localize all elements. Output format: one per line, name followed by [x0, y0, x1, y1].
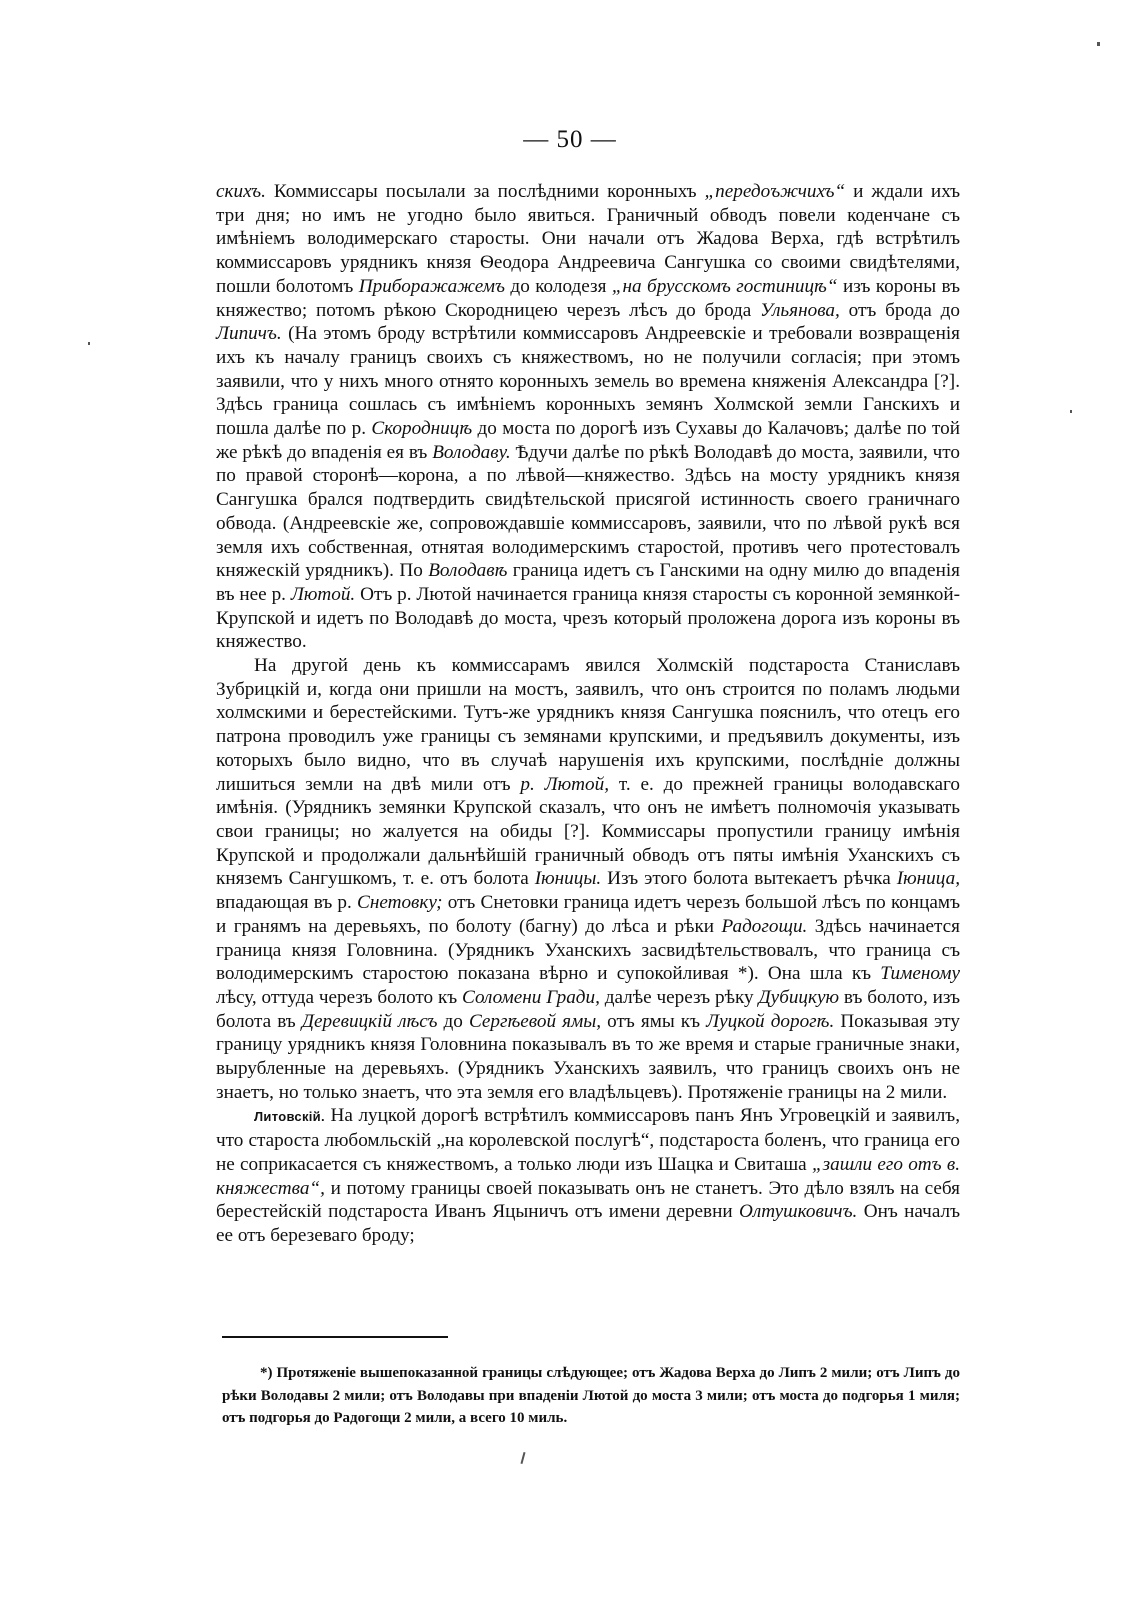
italic-segment: Сергѣевой ямы, — [468, 1010, 602, 1032]
italic-segment: Липичъ. — [216, 323, 282, 345]
text-segment: далѣе черезъ рѣку — [599, 986, 759, 1008]
body-text — [216, 180, 960, 1248]
text-segment: и ждали ихъ три дня; но имъ не угодно было явиться. Граничный обводъ повели коденчане съ имѣніемъ володимерскаго старосты. Они начали отъ Жадова Верха, гдѣ встрѣтилъ коммиссаровъ урядникъ князя Ѳеодора Андреевича Сангушка со своими свидѣтелями, пошли болотомъ — [216, 181, 960, 297]
text-segment: отъ ямы къ — [601, 1010, 707, 1032]
text-segment: до колодезя — [505, 275, 612, 297]
text-segment: На луцкой дорогѣ встрѣтилъ коммиссаровъ панъ Янъ Угровецкій и заявилъ, что староста любомльскій „на королевской послугѣ“, подстароста боленъ, что граница его не соприкасается съ княжествомъ, а только люди изъ Шацка и Свиташа — [216, 1105, 960, 1175]
italic-segment: Тименому — [880, 963, 960, 985]
italic-segment: Радогощи. — [721, 915, 808, 937]
italic-segment: р. Лютой, — [520, 773, 610, 795]
text-segment: лѣсу, оттуда черезъ болото къ — [216, 986, 463, 1008]
footnote: *) Протяженіе вышепоказанной границы слѣдующее; отъ Жадова Верха до Липъ 2 мили; отъ Липъ до рѣки Володавы 2 мили; отъ Володавы при впаденіи Лютой до моста 3 мили; отъ моста до подгорья 1 миля; отъ подгорья до Радогощи 2 мили, а всего 10 миль. — [222, 1365, 960, 1426]
italic-segment: Соломени Гради, — [462, 986, 600, 1008]
italic-segment: Іюницы. — [534, 868, 602, 890]
italic-segment: Лютой. — [290, 583, 356, 605]
text-segment: изъ короны въ княжество; потомъ рѣкою Скородницею черезъ лѣсъ до брода — [216, 275, 961, 321]
paragraph-1 — [216, 180, 960, 654]
text-segment: Ѣдучи далѣе по рѣкѣ Володавѣ до моста, заявили, что по правой сторонѣ—корона, а по лѣвой—княжество. Здѣсь на мосту урядникъ князя Сангушка брался подтвердить свидѣтельской присягой истинность своего граничнаго обвода. (Андреевскіе же, сопровождавшіе коммиссаровъ, заявили, что по лѣвой рукѣ вся земля ихъ собственная, отнятая володимерскимъ старостой, противъ чего протестовалъ княжескій урядникъ). По — [216, 441, 960, 582]
text-segment: отъ брода до — [839, 299, 960, 321]
text-segment: до — [437, 1010, 469, 1032]
text-segment: Изъ этого болота вытекаетъ рѣчка — [601, 868, 897, 890]
paragraph-2 — [216, 654, 960, 1104]
text-segment: (На этомъ броду встрѣтили коммиссаровъ Андреевскіе и требовали возвращенія ихъ къ началу границъ своихъ съ княжествомъ, но не получили согласія; при этомъ заявили, что у нихъ много отнято коронныхъ земель во времена княженія Александра [?]. Здѣсь граница сошлась съ имѣніемъ коронныхъ земянъ Холмской земли Ганскихъ и пошла далѣе по р. — [216, 323, 960, 440]
text-segment: и потому границы своей показывать онъ не станетъ. Это дѣло взялъ на себя берестейскій подстароста Иванъ Яцыничъ отъ имени деревни — [216, 1177, 960, 1223]
text-segment: впадающая въ р. — [216, 892, 358, 914]
italic-segment: Луцкой дорогѣ. — [706, 1010, 835, 1032]
italic-segment: Дубицкую — [758, 986, 840, 1008]
page-number: — 50 — — [523, 126, 617, 153]
text-segment: На другой день къ коммиссарамъ явился Холмскій подстароста Станиславъ Зубрицкій и, когда они пришли на мостъ, заявилъ, что онъ строится по поламъ людьми холмскими и берестейскими. Тутъ-же урядникъ князя Сангушка пояснилъ, что отецъ его патрона проводилъ уже границы съ земянами крупскими, и предъявилъ документы, изъ которыхъ было видно, что въ случаѣ нарушенія ихъ крупскими, послѣдніе должны лишиться земли на двѣ мили отъ — [216, 655, 960, 795]
text-segment: граница идетъ съ Ганскими на одну милю до впаденія въ нее р. — [216, 560, 960, 605]
italic-segment: „зашли его отъ в. княжества“, — [216, 1153, 960, 1199]
italic-segment: Ульянова, — [760, 299, 840, 321]
scan-speck — [1097, 42, 1100, 46]
italic-segment: скихъ. — [216, 181, 266, 202]
scan-speck — [88, 342, 90, 345]
italic-segment: Олтушковичъ. — [739, 1201, 858, 1223]
text-segment: отъ Снетовки граница идетъ черезъ большой лѣсъ по концамъ и гранямъ на деревьяхъ, по болоту (багну) до лѣса и рѣки — [216, 892, 960, 937]
italic-segment: Володаву. — [432, 441, 511, 463]
scan-speck — [1070, 410, 1072, 413]
italic-segment: Снетовку; — [357, 892, 443, 914]
italic-segment: Володавѣ — [428, 560, 508, 582]
footnote-divider — [222, 1336, 448, 1338]
italic-segment: „передоъжчихъ“ — [704, 181, 846, 202]
text-segment: т. е. до прежней границы володавскаго имѣнія. (Урядникъ земянки Крупской сказалъ, что онъ не имѣетъ полномочія указывать свои границы; но жалуется на обиды [?]. Коммиссары пропустили границу имѣнія Крупской и продолжали дальнѣйшій граничный обводъ отъ пяты имѣнія Уханскихъ съ княземъ Сангушкомъ, т. е. отъ болота — [216, 773, 961, 890]
italic-segment: Іюница, — [896, 868, 960, 890]
text-segment: Отъ р. Лютой начинается граница князя старосты съ коронной земянкой-Крупской и идетъ по Володавѣ до моста, чрезъ который проложена дорога изъ короны въ княжество. — [216, 583, 960, 653]
text-segment: Онъ началъ ее отъ березеваго броду; — [216, 1201, 961, 1246]
text-segment: до моста по дорогѣ изъ Сухавы до Калачовъ; далѣе по той же рѣкѣ до впаденія ея въ — [216, 418, 960, 463]
scan-speck — [520, 1452, 525, 1464]
paragraph-3 — [216, 1104, 960, 1247]
paragraph-3-text — [216, 1105, 960, 1246]
italic-segment: Деревицкій лѣсъ — [301, 1010, 438, 1032]
italic-segment: Скородницѣ — [371, 418, 473, 440]
italic-segment: Приборажажемъ — [358, 275, 506, 297]
text-segment: Здѣсь начинается граница князя Головнина. (Урядникъ Уханскихъ засвидѣтельствовалъ, что граница съ володимерскимъ старостою показана вѣрно и супокойливая *). Она шла къ — [216, 915, 960, 985]
italic-segment: „на брусскомъ гостиницѣ“ — [611, 275, 838, 297]
text-segment: Показывая эту границу урядникъ князя Головнина показывалъ въ то же время и старые граничные знаки, вырубленные на деревьяхъ. (Урядникъ Уханскихъ заявилъ, что границъ своихъ онъ не знаетъ, но только знаетъ, что эта земля его владѣльцевъ). Протяженіе границы на 2 мили. — [216, 1010, 960, 1103]
text-segment: въ болото, изъ болота въ — [216, 986, 961, 1032]
text-segment: Коммиссары посылали за послѣдними коронныхъ — [265, 181, 705, 202]
section-heading: Литовскій. — [254, 1109, 325, 1125]
